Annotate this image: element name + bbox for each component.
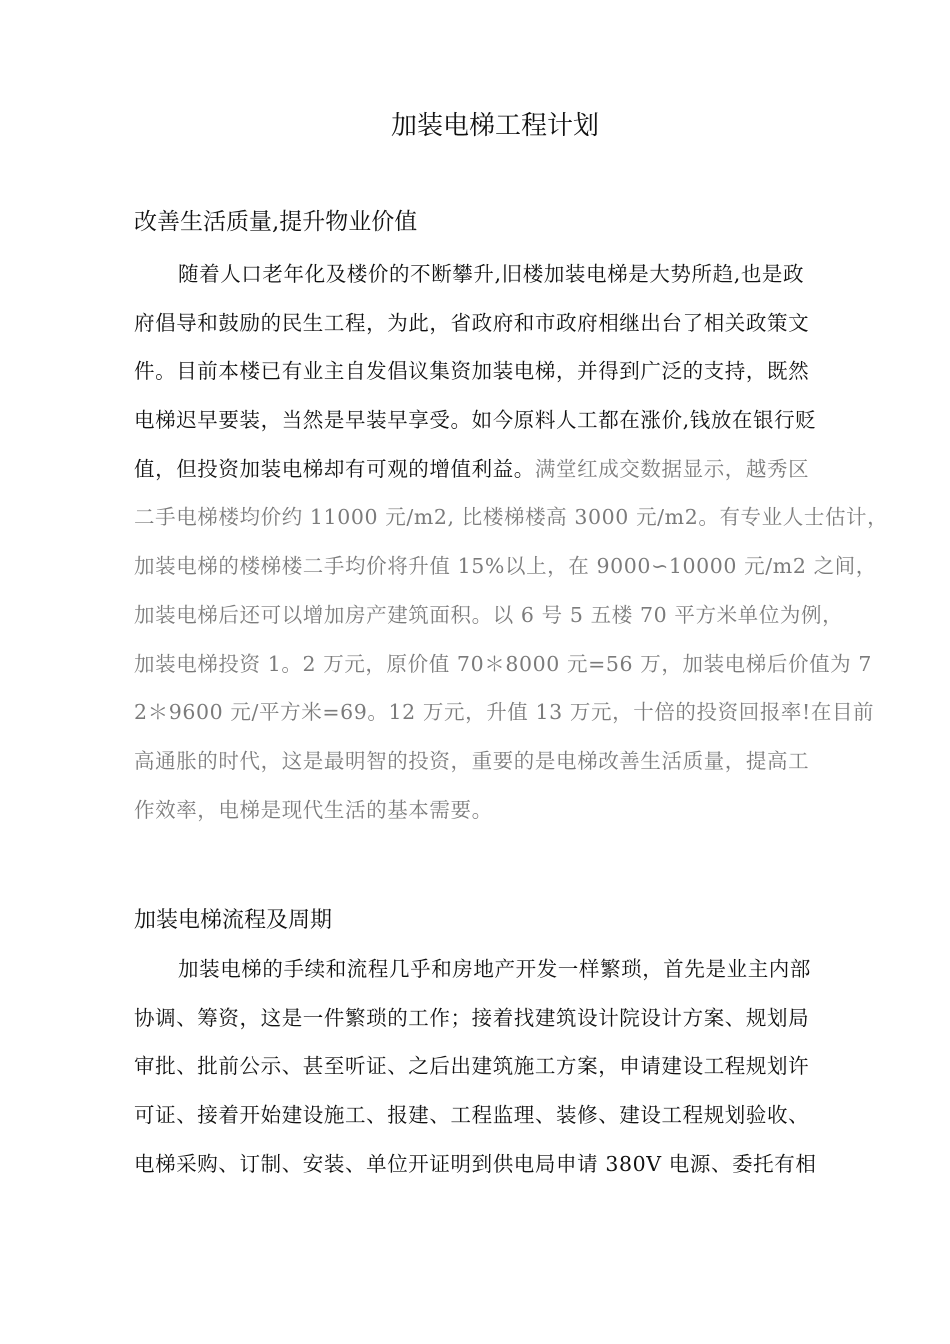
line-text-gray: 加装电梯后还可以增加房产建筑面积。以 6 号 5 五楼 70 平方米单位为例， <box>134 602 844 627</box>
paragraph-line <box>134 250 854 299</box>
paragraph-process <box>134 945 854 1188</box>
paragraph-line <box>134 786 854 835</box>
paragraph-line <box>134 591 854 640</box>
line-text-gray: 2＊9600 元/平方米=69。12 万元，升值 13 万元，十倍的投资回报率!在目前 <box>134 700 875 725</box>
paragraph-line: 可证、接着开始建设施工、报建、工程监理、装修、建设工程规划验收、 <box>134 1103 810 1128</box>
paragraph-line <box>134 493 889 542</box>
paragraph-line <box>134 640 873 689</box>
line-text-gray: 作效率，电梯是现代生活的基本需要。 <box>134 797 493 822</box>
line-text: 随着人口老年化及楼价的不断攀升,旧楼加装电梯是大势所趋,也是政 <box>178 262 805 286</box>
paragraph-line <box>134 347 854 396</box>
paragraph-line: 加装电梯的手续和流程几乎和房地产开发一样繁琐，首先是业主内部 <box>178 957 811 981</box>
section-heading-quality: 改善生活质量,提升物业价值 <box>134 209 418 235</box>
line-text-gray: 加装电梯的楼梯楼二手均价将升值 15%以上，在 9000∽10000 元/m2 之间， <box>134 554 877 579</box>
section-heading-process: 加装电梯流程及周期 <box>134 908 333 933</box>
line-text-gray: 高通胀的时代，这是最明智的投资，重要的是电梯改善生活质量，提高工 <box>134 748 810 773</box>
line-text: 电梯迟早要装，当然是早装早享受。如今原料人工都在涨价,钱放在银行贬 <box>134 408 817 433</box>
line-text: 件。目前本楼已有业主自发倡议集资加装电梯，并得到广泛的支持，既然 <box>134 359 810 384</box>
paragraph-line <box>134 737 854 786</box>
paragraph-line <box>134 542 877 591</box>
line-text: 值，但投资加装电梯却有可观的增值利益。 <box>134 456 535 481</box>
paragraph-quality <box>134 250 889 834</box>
line-text: 府倡导和鼓励的民生工程，为此，省政府和市政府相继出台了相关政策文 <box>134 310 810 335</box>
line-text-gray: 加装电梯投资 1。2 万元，原价值 70＊8000 元=56 万，加装电梯后价值为 7 <box>134 651 873 676</box>
line-text-gray: 满堂红成交数据显示，越秀区 <box>534 456 810 481</box>
paragraph-line: 协调、筹资，这是一件繁琐的工作；接着找建筑设计院设计方案、规划局 <box>134 1005 810 1030</box>
paragraph-line <box>134 299 854 348</box>
paragraph-line <box>134 445 854 494</box>
document-title: 加装电梯工程计划 <box>390 111 599 141</box>
line-text-gray: 二手电梯楼均价约 11000 元/m2, 比楼梯楼高 3000 元/m2。有专业人士估计， <box>134 505 889 530</box>
paragraph-line: 审批、批前公示、甚至听证、之后出建筑施工方案，申请建设工程规划许 <box>134 1054 810 1079</box>
paragraph-line: 电梯采购、订制、安装、单位开证明到供电局申请 380V 电源、委托有相 <box>134 1151 817 1176</box>
paragraph-line <box>134 688 875 737</box>
paragraph-line <box>134 396 854 445</box>
